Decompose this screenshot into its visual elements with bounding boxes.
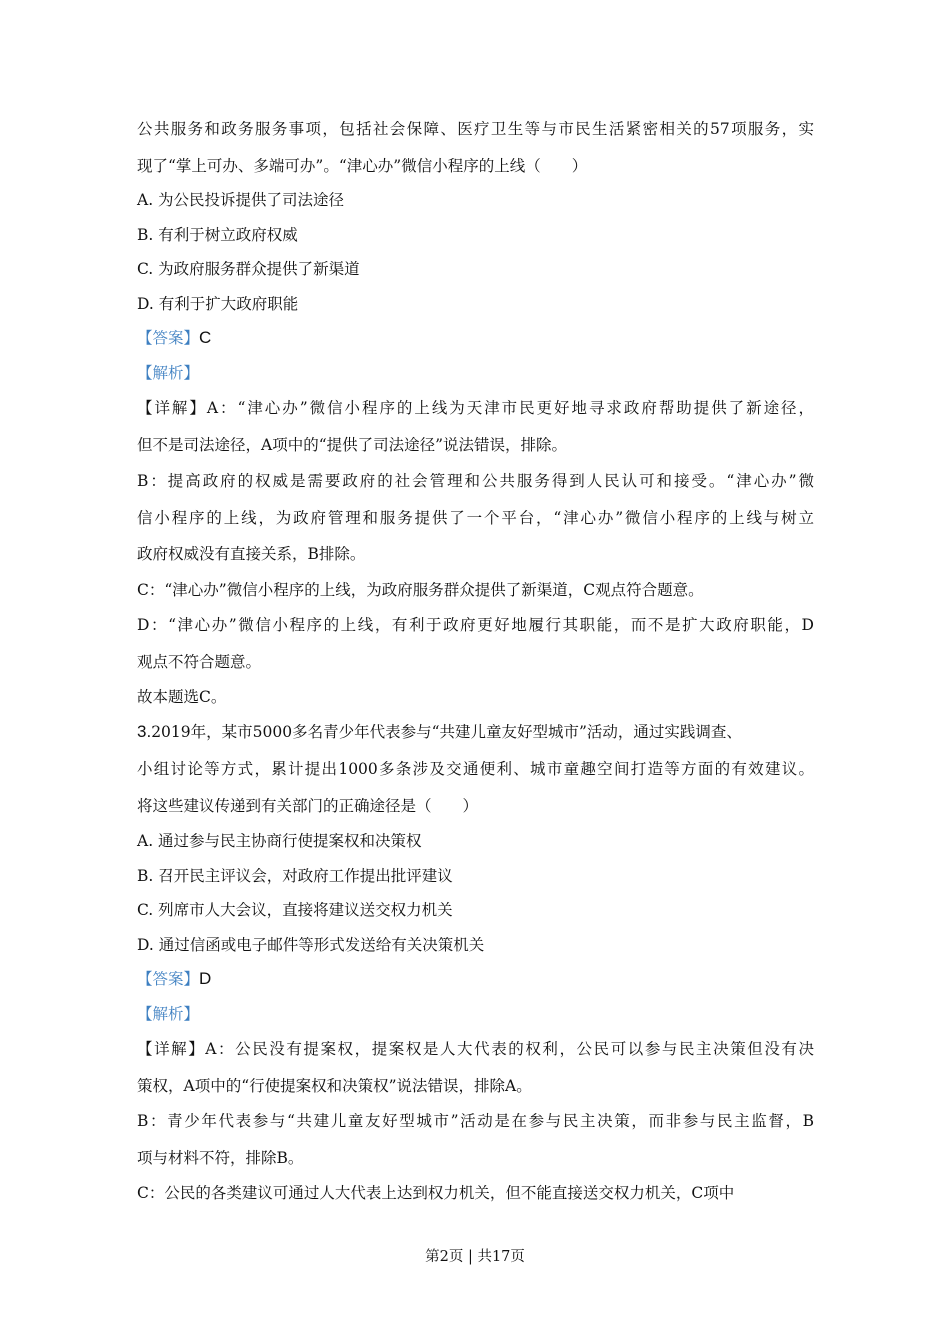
answer-tag: 【答案】: [137, 970, 200, 988]
q3-detail-line: 【详解】A：公民没有提案权，提案权是人大代表的权利，公民可以参与民主决策但没有决: [137, 1040, 814, 1058]
q2-stem-line: 现了“掌上可办、多端可办”。“津心办”微信小程序的上线（ ）: [137, 157, 588, 175]
q2-detail-line: 但不是司法途径，A项中的“提供了司法途径”说法错误，排除。: [137, 436, 568, 454]
q2-detail-line: 信小程序的上线，为政府管理和服务提供了一个平台，“津心办”微信小程序的上线与树立: [137, 509, 814, 527]
q2-option-a: A. 为公民投诉提供了司法途径: [137, 191, 345, 209]
answer-tag: 【答案】: [137, 329, 200, 347]
q3-stem-line: 小组讨论等方式，累计提出1000多条涉及交通便利、城市童趣空间打造等方面的有效建议。: [137, 760, 814, 778]
page-footer: 第2页 | 共17页: [425, 1249, 525, 1265]
q2-detail-line: 【详解】A：“津心办”微信小程序的上线为天津市民更好地寻求政府帮助提供了新途径，: [137, 399, 814, 417]
q3-stem-line: 将这些建议传递到有关部门的正确途径是（ ）: [137, 797, 479, 815]
q3-analysis-tag: 【解析】: [137, 1005, 200, 1023]
q3-option-d: D. 通过信函或电子邮件等形式发送给有关决策机关: [137, 936, 485, 954]
q2-option-d: D. 有利于扩大政府职能: [137, 295, 299, 313]
q2-detail-line: B：提高政府的权威是需要政府的社会管理和公共服务得到人民认可和接受。“津心办”微: [137, 472, 814, 490]
answer-value: D: [199, 969, 212, 988]
q2-detail-line: 故本题选C。: [137, 688, 227, 706]
q3-detail-line: 项与材料不符，排除B。: [137, 1149, 304, 1167]
q2-answer: [137, 328, 211, 348]
answer-value: C: [199, 328, 212, 347]
q2-option-b: B. 有利于树立政府权威: [137, 226, 298, 244]
q3-stem-text: 2019年，某市5000多名青少年代表参与“共建儿童友好型城市”活动，通过实践调查、: [151, 723, 742, 741]
q3-option-c: C. 列席市人大会议，直接将建议送交权力机关: [137, 901, 453, 919]
q2-detail-line: D：“津心办”微信小程序的上线，有利于政府更好地履行其职能，而不是扩大政府职能，D: [137, 616, 814, 634]
q2-detail-line: 政府权威没有直接关系，B排除。: [137, 545, 366, 563]
q3-stem-line: [137, 722, 742, 742]
q3-detail-line: 策权，A项中的“行使提案权和决策权”说法错误，排除A。: [137, 1077, 532, 1095]
q2-detail-line: 观点不符合题意。: [137, 653, 262, 671]
q3-detail-line: B：青少年代表参与“共建儿童友好型城市”活动是在参与民主决策，而非参与民主监督，B: [137, 1112, 814, 1130]
q2-stem-line: 公共服务和政务服务事项，包括社会保障、医疗卫生等与市民生活紧密相关的57项服务，实: [137, 120, 814, 138]
q2-option-c: C. 为政府服务群众提供了新渠道: [137, 260, 360, 278]
question-number: 3.: [137, 722, 152, 741]
q2-analysis-tag: 【解析】: [137, 364, 200, 382]
q3-option-b: B. 召开民主评议会，对政府工作提出批评建议: [137, 867, 453, 885]
q3-answer: [137, 969, 211, 989]
q3-option-a: A. 通过参与民主协商行使提案权和决策权: [137, 832, 422, 850]
q2-detail-line: C：“津心办”微信小程序的上线，为政府服务群众提供了新渠道，C观点符合题意。: [137, 581, 704, 599]
q3-detail-line: C：公民的各类建议可通过人大代表上达到权力机关，但不能直接送交权力机关，C项中: [137, 1184, 735, 1202]
